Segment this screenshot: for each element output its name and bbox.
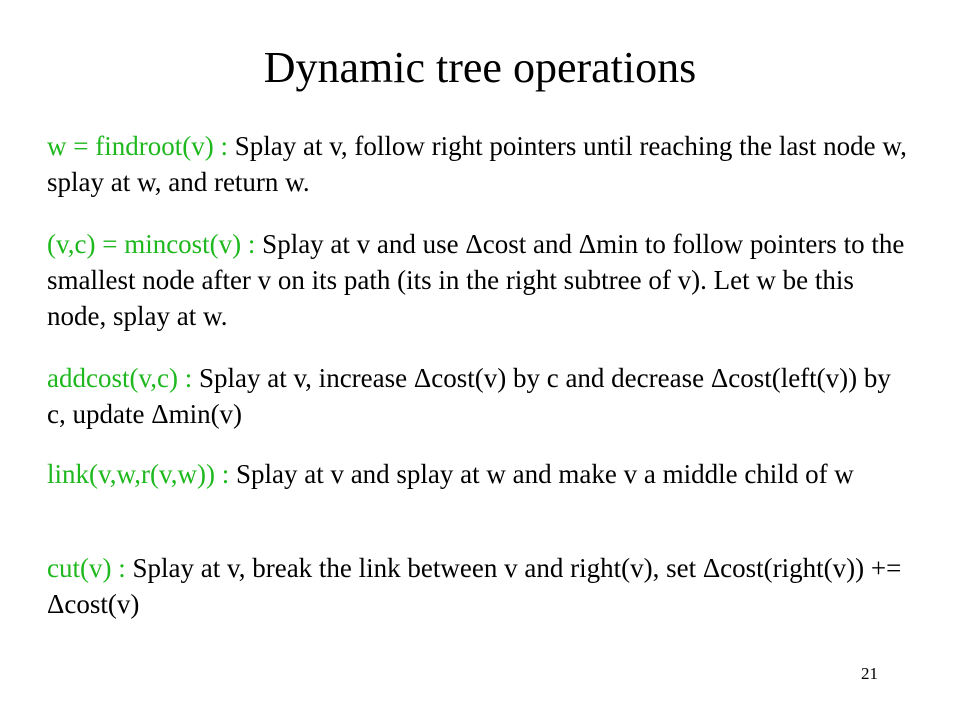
operation-name: link(v,w,r(v,w)) : (47, 459, 230, 489)
operation-mincost (47, 226, 907, 334)
operation-name: (v,c) = mincost(v) : (47, 229, 256, 259)
operation-description: Splay at v, follow right pointers until reaching the last node w, splay at w, and return w. (47, 131, 907, 197)
slide-title: Dynamic tree operations (263, 43, 697, 92)
operation-description: Splay at v and use Δcost and Δmin to follow pointers to the smallest node after v on its path (its in the right subtree of v). Let w be this node, splay at w. (47, 229, 905, 331)
operation-description: Splay at v and splay at w and make v a middle child of w (229, 459, 854, 489)
operation-description: Splay at v, increase Δcost(v) by c and decrease Δcost(left(v)) by c, update Δmin(v) (47, 363, 891, 429)
operation-findroot (47, 128, 907, 200)
operation-name: addcost(v,c) : (47, 363, 193, 393)
page-number: 21 (861, 664, 878, 683)
operation-description: Splay at v, break the link between v and right(v), set Δcost(right(v)) += Δcost(v) (47, 553, 902, 619)
operation-name: w = findroot(v) : (47, 131, 228, 161)
operation-link (47, 456, 907, 492)
operation-cut (47, 550, 907, 622)
operation-name: cut(v) : (47, 553, 126, 583)
operation-addcost (47, 360, 907, 432)
